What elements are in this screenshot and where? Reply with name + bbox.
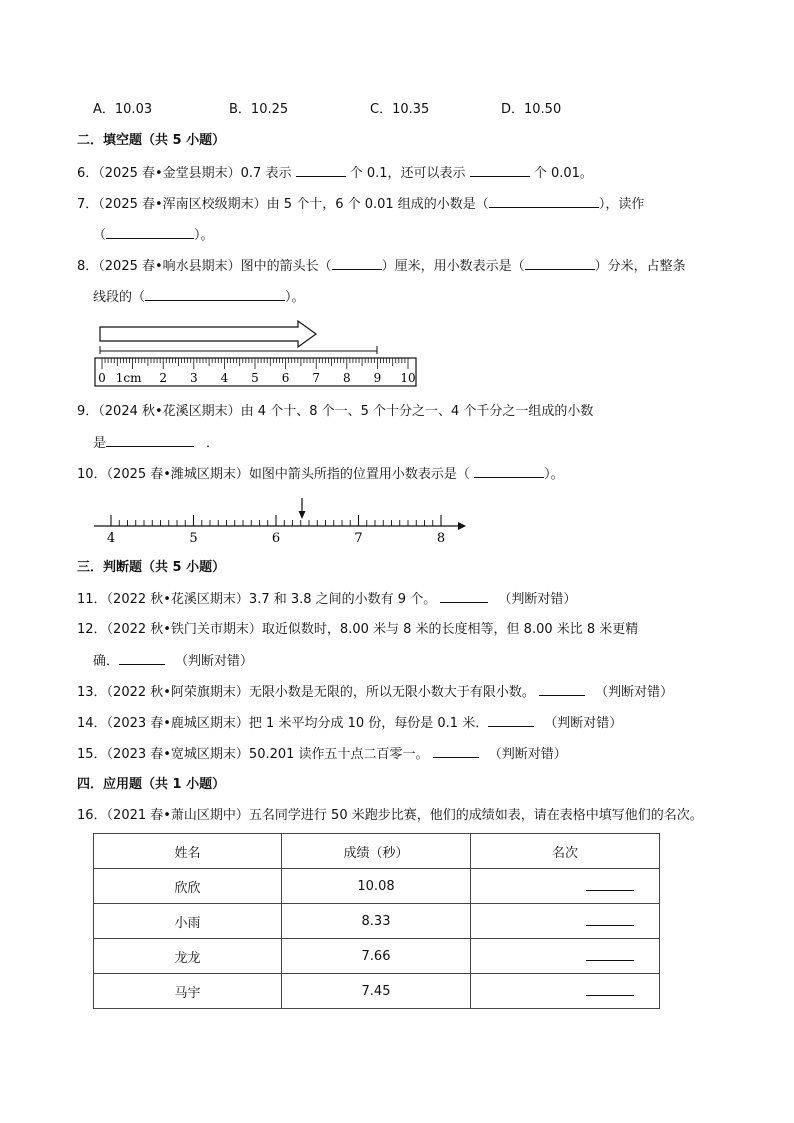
section-judgment-heading: 三．判断题（共 5 小题） <box>77 560 226 575</box>
cell-name: 龙龙 <box>94 939 282 974</box>
question-8-cont <box>93 288 305 307</box>
section-application-heading: 四．应用题（共 1 小题） <box>77 777 226 792</box>
q10-text-b: ）。 <box>544 467 564 482</box>
q15-text-a: 15．（2023 春•宽城区期末）50.201 读作五十点二百零一。 <box>77 747 433 762</box>
ruler-label: 0 <box>98 371 106 385</box>
q8-blank-2[interactable] <box>525 257 595 270</box>
cell-rank[interactable] <box>471 904 660 939</box>
q15-blank[interactable] <box>433 745 479 758</box>
q7-text-a: 7．（2025 春•浑南区校级期末）由 5 个十，6 个 0.01 组成的小数是（ <box>77 197 489 212</box>
ruler-label: 6 <box>281 371 290 385</box>
header-name: 姓名 <box>94 834 282 869</box>
question-15 <box>77 745 567 764</box>
q12-blank[interactable] <box>119 652 165 665</box>
cell-score: 7.66 <box>282 939 471 974</box>
number-line-figure <box>90 493 470 545</box>
q8-text-e: ）。 <box>285 290 305 305</box>
section-fill-blank-heading: 二．填空题（共 5 小题） <box>77 133 226 148</box>
cell-name: 小雨 <box>94 904 282 939</box>
rank-blank[interactable] <box>586 913 634 926</box>
pointer-arrow-head <box>299 511 306 519</box>
q7-text-b: ），读作 <box>598 197 645 212</box>
question-12-cont <box>93 652 253 671</box>
q6-blank-2[interactable] <box>470 164 530 177</box>
ruler-figure <box>90 318 422 390</box>
question-11 <box>77 590 576 609</box>
q6-text-c: 个 0.01。 <box>529 166 593 181</box>
question-13 <box>77 683 673 702</box>
number-line-ticks <box>111 515 441 526</box>
ruler-label: 5 <box>251 371 259 385</box>
q8-blank-1[interactable] <box>332 257 382 270</box>
cell-rank[interactable] <box>471 869 660 904</box>
number-line-label: 5 <box>189 531 198 545</box>
number-line-label: 6 <box>271 531 281 545</box>
cell-name: 马宇 <box>94 974 282 1009</box>
ruler-label: 9 <box>373 371 382 385</box>
question-12: 12．（2022 秋•铁门关市期末）取近似数时，8.00 米与 8 米的长度相等，但 8.00 米比 8 米更精 <box>77 622 639 637</box>
cell-score: 8.33 <box>282 904 471 939</box>
q8-text-c: ）分米，占整条 <box>594 259 686 274</box>
table-row <box>94 939 660 974</box>
axis-arrowhead <box>458 522 466 530</box>
option-b: B．10.25 <box>229 102 289 117</box>
q9-text-b: 是 <box>93 436 107 451</box>
q15-text-b: （判断对错） <box>488 747 567 762</box>
q7-text-c: （ <box>93 228 107 243</box>
cell-rank[interactable] <box>471 974 660 1009</box>
rank-blank[interactable] <box>586 878 634 891</box>
q11-text-a: 11．（2022 秋•花溪区期末）3.7 和 3.8 之间的小数有 9 个。 <box>77 592 441 607</box>
question-8 <box>77 257 686 276</box>
q13-text-b: （判断对错） <box>595 685 674 700</box>
cell-rank[interactable] <box>471 939 660 974</box>
q13-blank[interactable] <box>539 683 585 696</box>
number-line-labels <box>107 531 445 545</box>
q14-blank[interactable] <box>488 714 534 727</box>
number-line-label: 4 <box>106 531 116 545</box>
score-table <box>93 833 660 1009</box>
number-line-label: 7 <box>354 531 363 545</box>
arrow-shape <box>100 321 316 347</box>
question-10 <box>77 465 564 484</box>
option-c: C．10.35 <box>370 102 430 117</box>
q6-blank-1[interactable] <box>296 164 346 177</box>
q10-text-a: 10．（2025 春•潍城区期末）如图中箭头所指的位置用小数表示是（ <box>77 467 475 482</box>
header-score: 成绩（秒） <box>282 834 471 869</box>
ruler-label: 1cm <box>115 371 142 385</box>
ruler-label: 4 <box>220 371 229 385</box>
q9-text-c: ． <box>206 436 220 451</box>
option-a: A．10.03 <box>93 102 153 117</box>
q12-text-c: （判断对错） <box>175 654 254 669</box>
header-rank: 名次 <box>471 834 660 869</box>
q8-text-d: 线段的（ <box>93 290 146 305</box>
rank-blank[interactable] <box>586 948 634 961</box>
q14-text-a: 14．（2023 春•鹿城区期末）把 1 米平均分成 10 份，每份是 0.1 米． <box>77 716 489 731</box>
ruler-label: 7 <box>312 371 321 385</box>
q7-text-d: ）。 <box>194 228 214 243</box>
q8-text-a: 8．（2025 春•响水县期末）图中的箭头长（ <box>77 259 332 274</box>
q8-text-b: ）厘米，用小数表示是（ <box>381 259 525 274</box>
table-row <box>94 904 660 939</box>
question-14 <box>77 714 622 733</box>
q12-text-b: 确． <box>93 654 120 669</box>
question-6 <box>77 164 593 183</box>
table-header-row <box>94 834 660 869</box>
ruler-label: 8 <box>342 371 351 385</box>
rank-blank[interactable] <box>586 983 634 996</box>
cell-score: 10.08 <box>282 869 471 904</box>
number-line-label: 8 <box>436 531 446 545</box>
cell-name: 欣欣 <box>94 869 282 904</box>
question-9-cont <box>93 434 219 453</box>
q11-blank[interactable] <box>440 590 488 603</box>
q6-text-a: 6．（2025 春•金堂县期末）0.7 表示 <box>77 166 296 181</box>
q14-text-b: （判断对错） <box>544 716 623 731</box>
q10-blank[interactable] <box>474 465 544 478</box>
q6-text-b: 个 0.1，还可以表示 <box>345 166 470 181</box>
question-7 <box>77 195 644 214</box>
ruler-label: 2 <box>159 371 168 385</box>
table-row <box>94 869 660 904</box>
question-7-cont <box>93 226 214 245</box>
q9-blank[interactable] <box>106 434 194 447</box>
q13-text-a: 13．（2022 秋•阿荣旗期末）无限小数是无限的，所以无限小数大于有限小数。 <box>77 685 540 700</box>
question-16: 16．（2021 春•萧山区期中）五名同学进行 50 米跑步比赛，他们的成绩如表，请在表格中填写他们的名次。 <box>77 808 703 823</box>
question-9: 9．（2024 秋•花溪区期末）由 4 个十、8 个一、5 个十分之一、4 个千分之一组成的小数 <box>77 404 594 419</box>
cell-score: 7.45 <box>282 974 471 1009</box>
q8-blank-3[interactable] <box>145 288 285 301</box>
ruler-label: 3 <box>189 371 198 385</box>
q7-blank-2[interactable] <box>106 226 194 239</box>
option-d: D．10.50 <box>501 102 562 117</box>
ruler-label: 10 <box>400 371 416 385</box>
q7-blank-1[interactable] <box>489 195 599 208</box>
table-row <box>94 974 660 1009</box>
q11-text-b: （判断对错） <box>498 592 577 607</box>
